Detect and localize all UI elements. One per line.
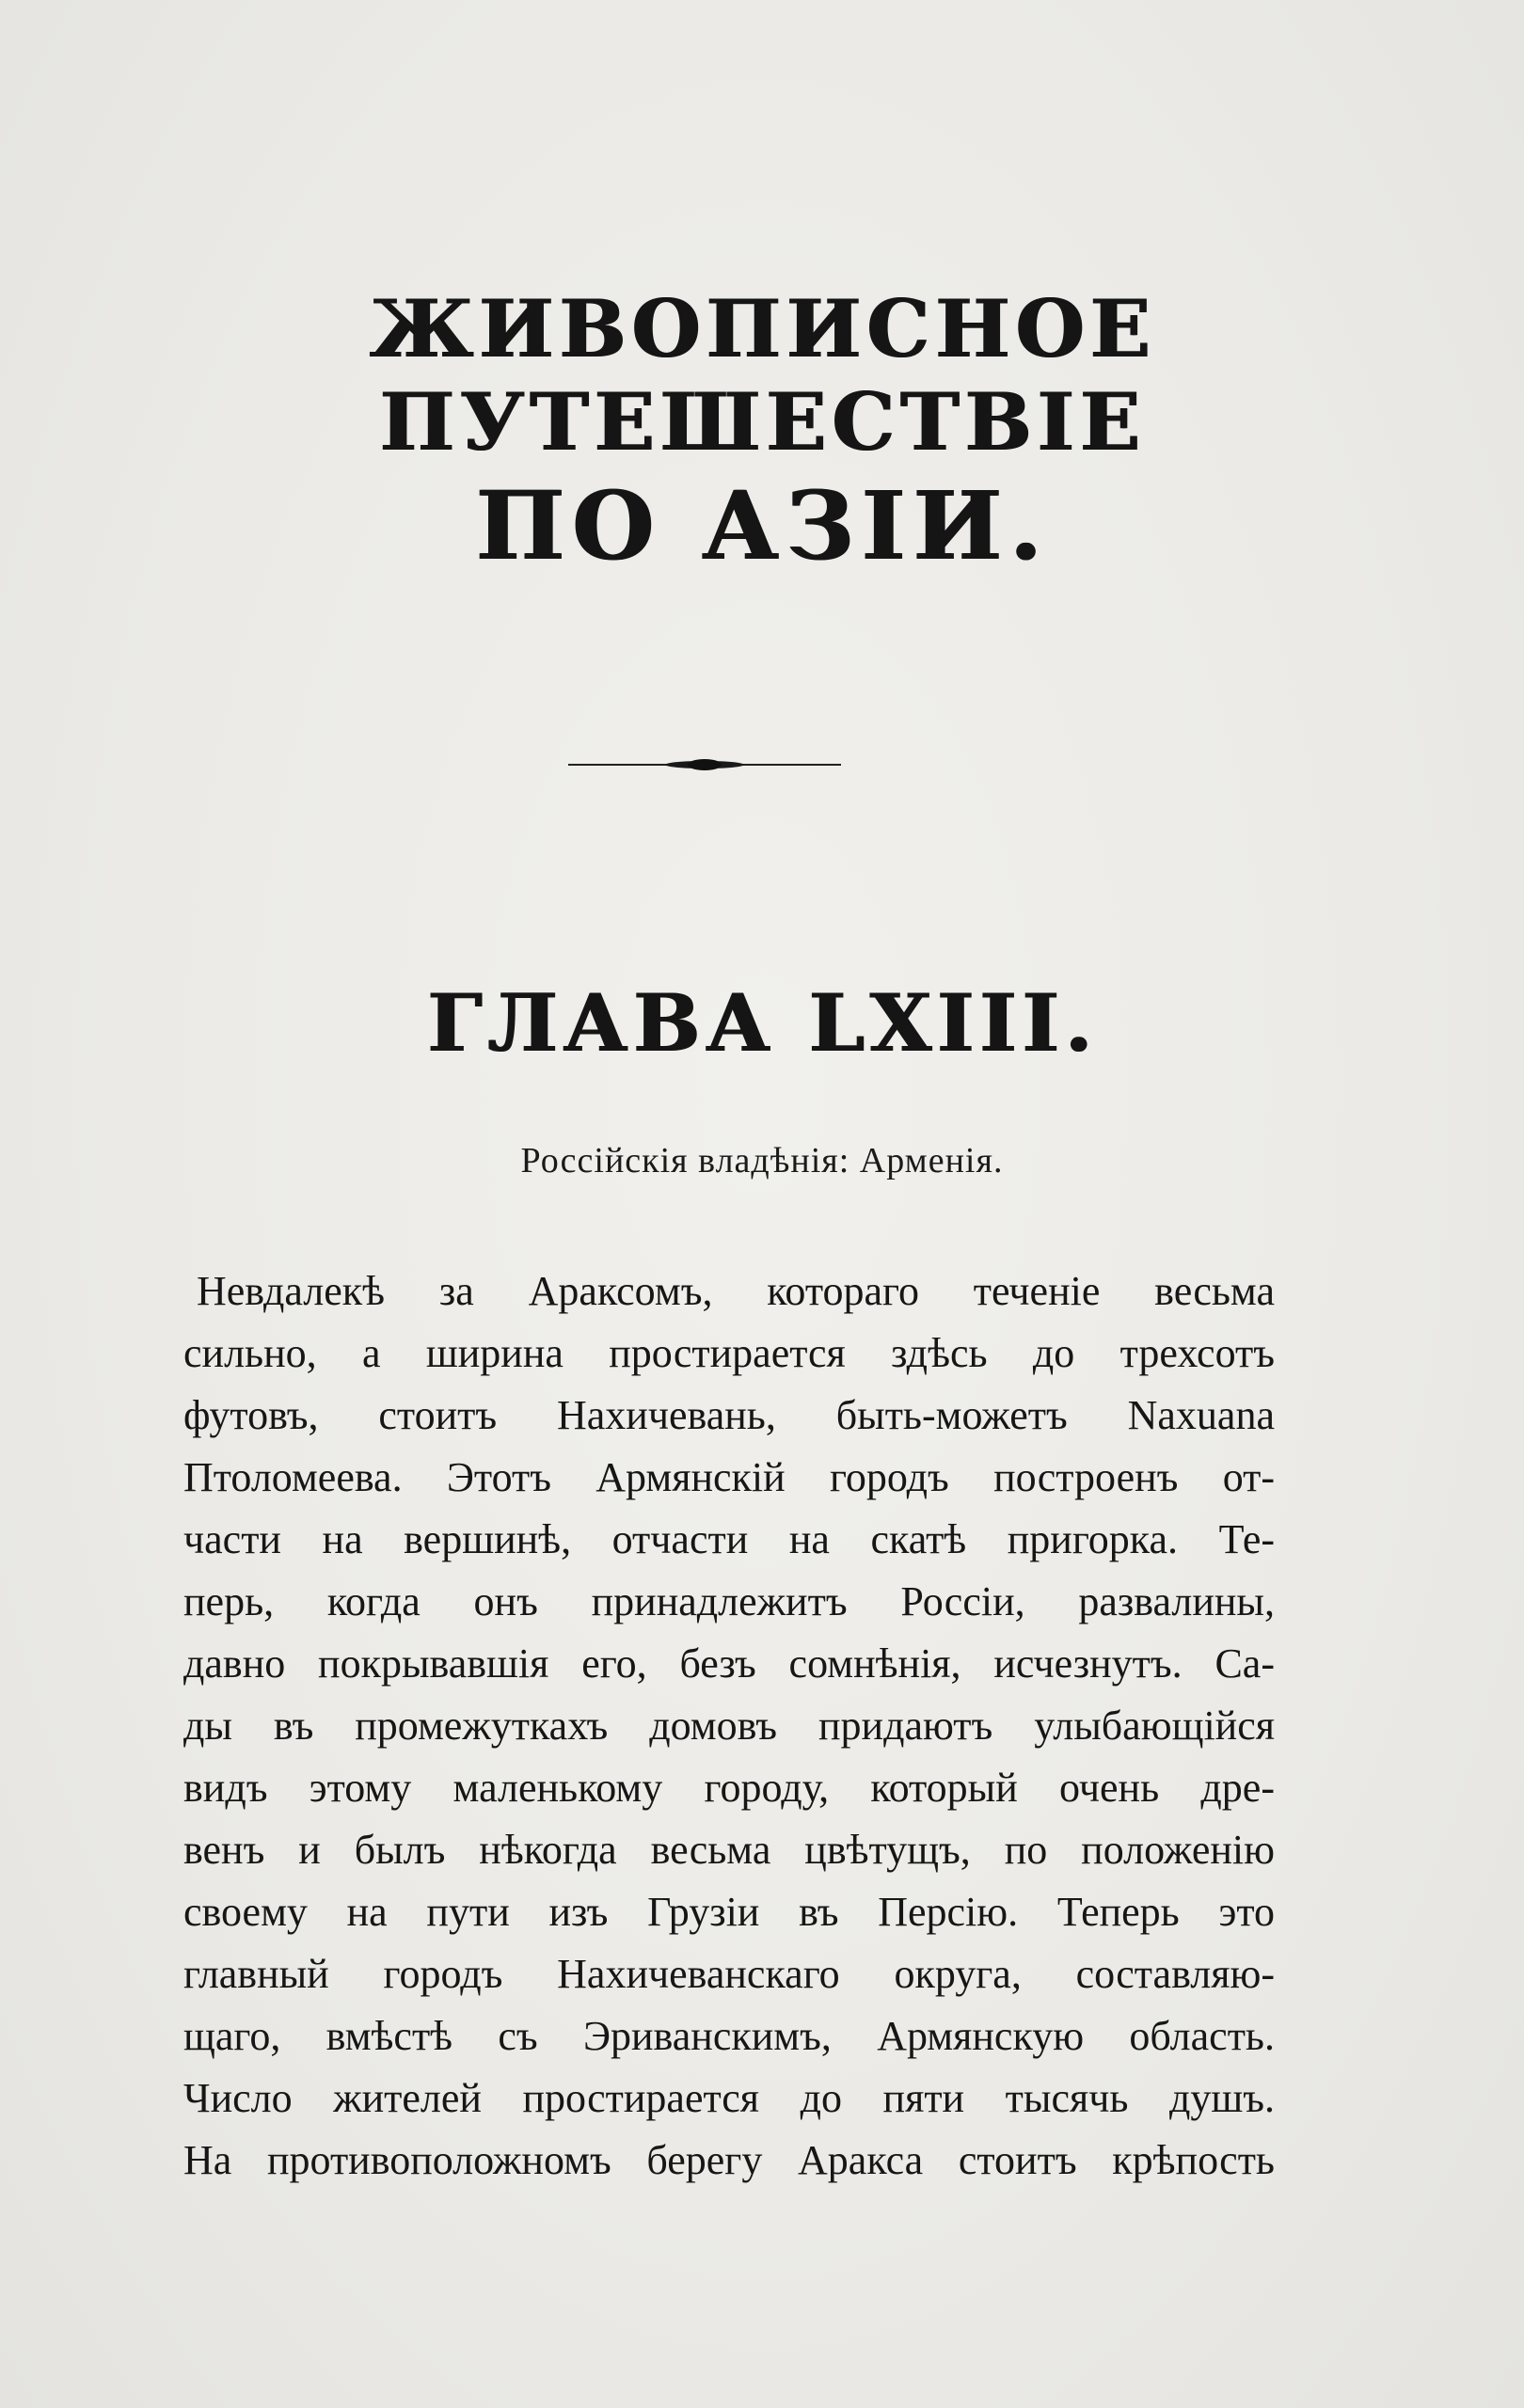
text-line: Птоломеева. Этотъ Армянскій городъ построенъ от-: [183, 1454, 1275, 1500]
text-line: сильно, а ширина простирается здѣсь до трехсотъ: [183, 1330, 1275, 1376]
text-line: Невдалекѣ за Араксомъ, котораго теченіе весьма: [197, 1268, 1275, 1314]
text-line: щаго, вмѣстѣ съ Эриванскимъ, Армянскую область.: [183, 2013, 1275, 2059]
text-line: венъ и былъ нѣкогда весьма цвѣтущъ, по положенію: [183, 1827, 1275, 1873]
chapter-subtitle: Россійскія владѣнія: Арменія.: [520, 1141, 1004, 1180]
decorative-rule: [568, 758, 841, 771]
text-line: давно покрывавшія его, безъ сомнѣнія, исчезнутъ. Са-: [183, 1640, 1275, 1687]
text-line: части на вершинѣ, отчасти на скатѣ пригорка. Те-: [183, 1516, 1275, 1562]
page-title-line-1: ЖИВОПИСНОЕ ПУТЕШЕСТВІЕ: [369, 282, 1155, 468]
text-line: видъ этому маленькому городу, который очень дре-: [183, 1765, 1275, 1811]
text-line: перь, когда онъ принадлежитъ Россіи, развалины,: [183, 1578, 1275, 1624]
text-line: главный городъ Нахичеванскаго округа, составляю-: [183, 1951, 1275, 1997]
text-line: ды въ промежуткахъ домовъ придаютъ улыбающійся: [183, 1703, 1275, 1749]
chapter-heading: ГЛАВА LXIII.: [426, 976, 1098, 1069]
text-line: своему на пути изъ Грузіи въ Персію. Теперь это: [183, 1889, 1275, 1935]
page-title-line-2: ПО АЗІИ.: [475, 470, 1049, 581]
text-line: футовъ, стоитъ Нахичевань, быть-можетъ Naxuana: [183, 1392, 1275, 1438]
text-line: На противоположномъ берегу Аракса стоитъ крѣпость: [183, 2137, 1275, 2183]
text-line: Число жителей простирается до пяти тысячь душъ.: [183, 2075, 1275, 2121]
